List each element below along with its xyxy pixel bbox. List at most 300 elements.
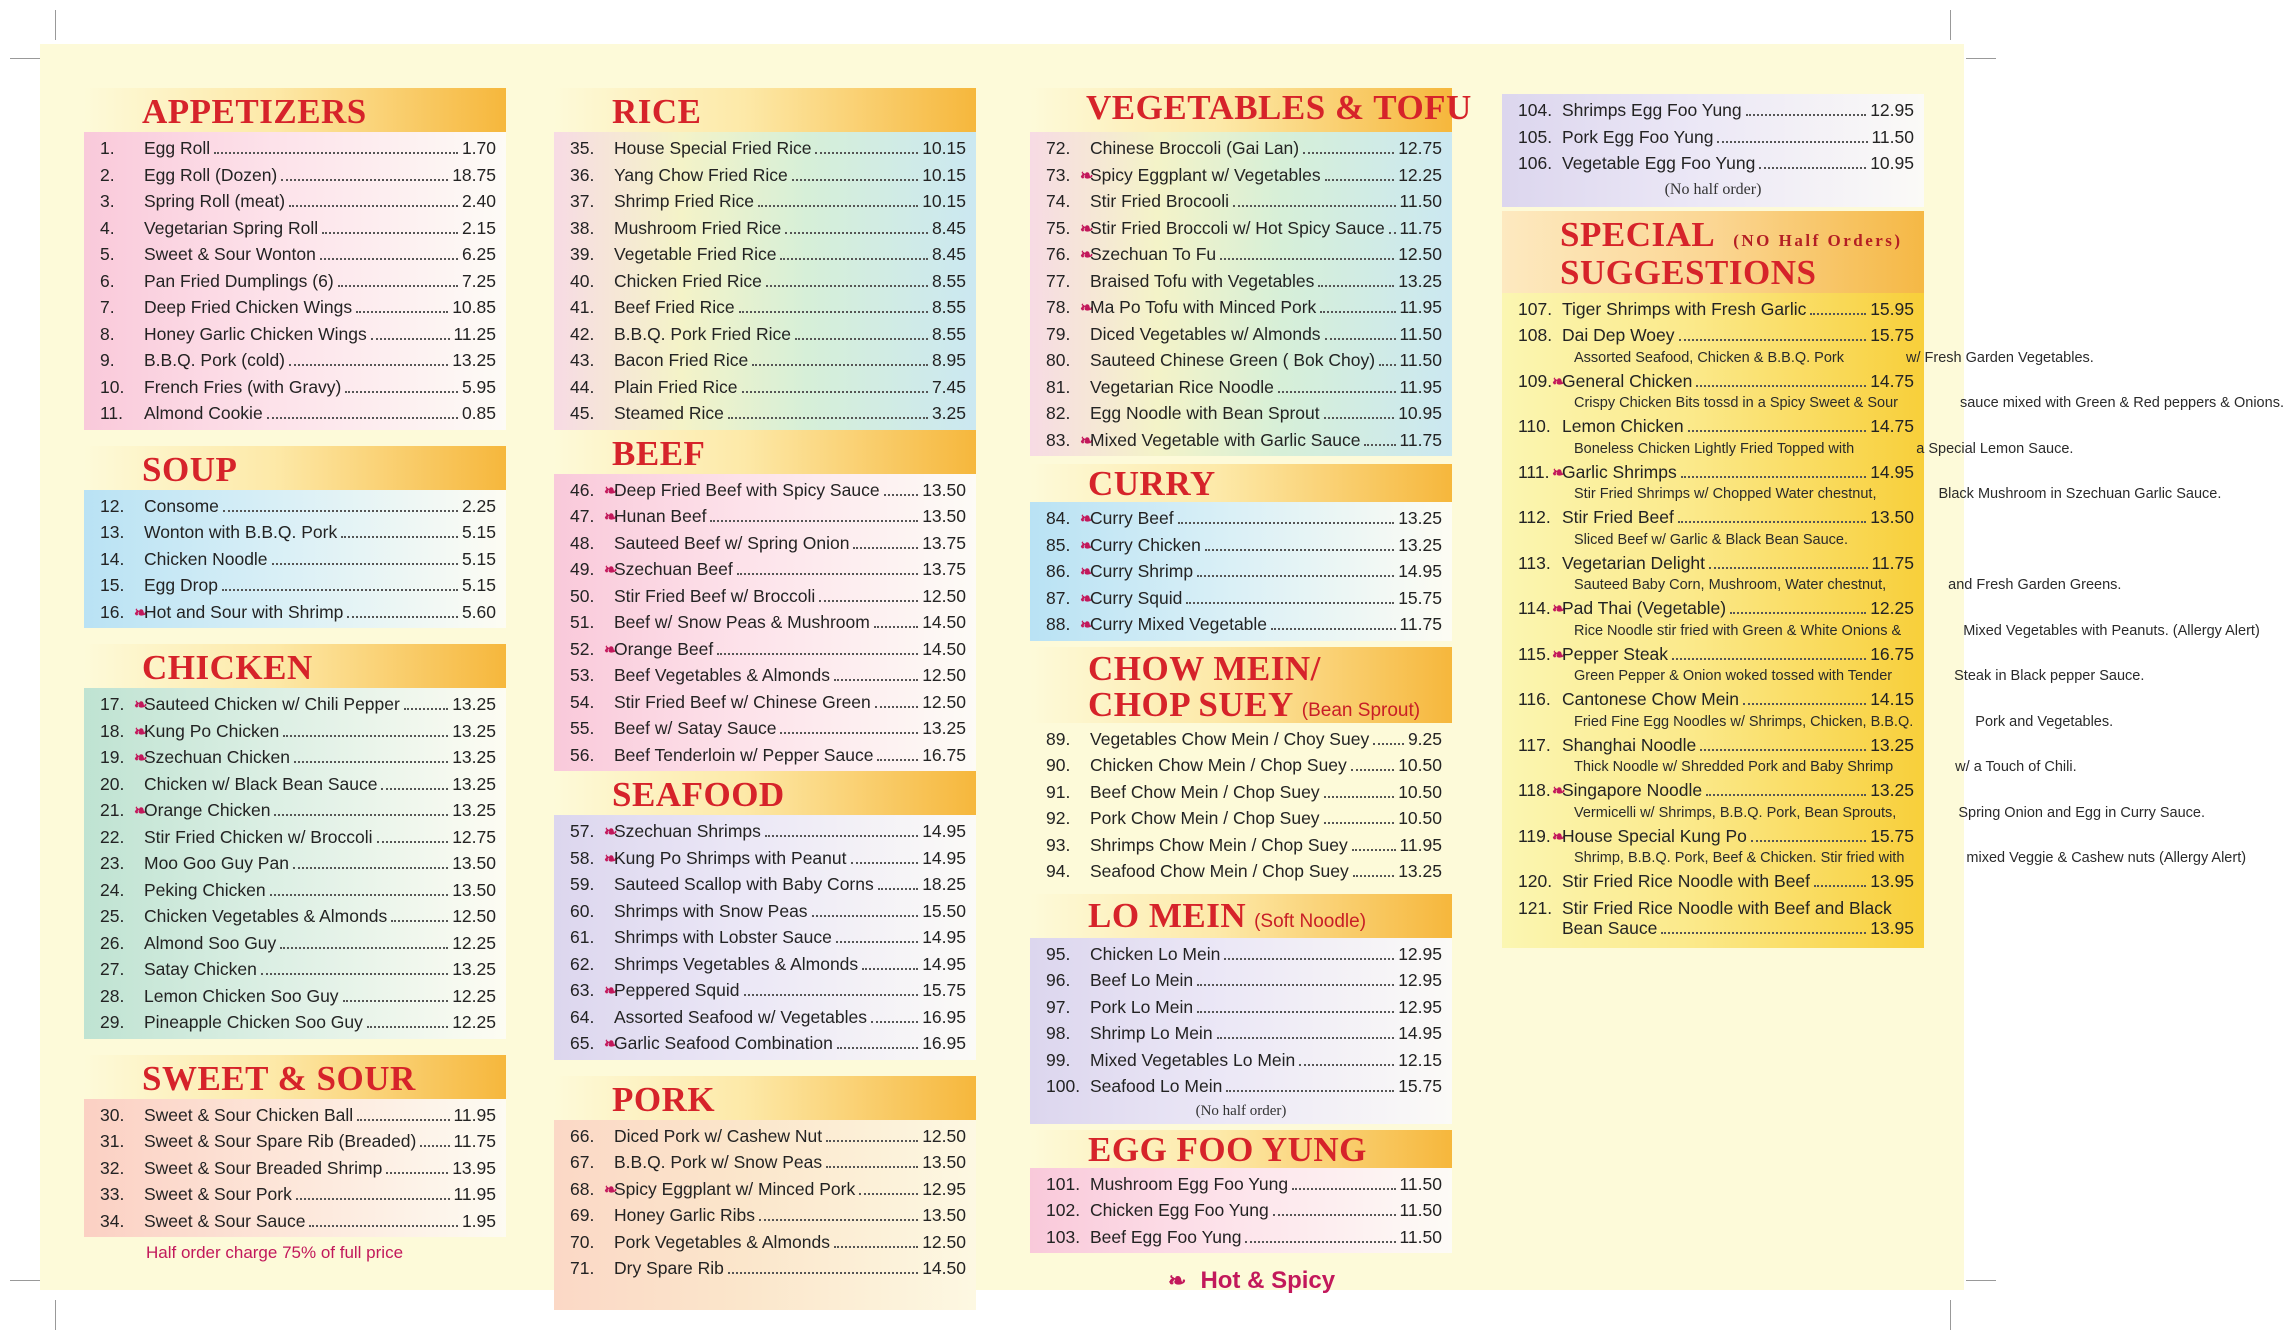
item-price: 13.95 — [1870, 918, 1914, 938]
dot-leader — [1197, 984, 1394, 986]
item-price: 5.95 — [461, 376, 496, 397]
menu-item — [94, 691, 496, 718]
item-name: Pork Vegetables & Almonds — [614, 1231, 830, 1252]
item-name: Singapore Noodle — [1562, 780, 1703, 800]
chili-pepper-icon: ❧ — [604, 482, 618, 500]
item-number: 108. — [1518, 325, 1553, 345]
dot-leader — [862, 968, 918, 970]
dot-leader — [381, 788, 448, 790]
section-sweet-sour — [84, 1055, 506, 1264]
item-name: Stir Fried Beef — [1562, 507, 1674, 527]
section-title: EGG FOO YUNG — [1088, 1129, 1367, 1169]
section-header — [84, 1055, 506, 1099]
section-chicken — [84, 644, 506, 1039]
menu-item — [1040, 1224, 1442, 1251]
menu-item — [564, 742, 966, 769]
item-price: 13.50 — [922, 506, 966, 526]
item-name: Beef Tenderloin w/ Pepper Sauce — [614, 744, 874, 765]
crop-mark — [1950, 10, 1951, 40]
chili-pepper-icon: ❧ — [604, 850, 618, 868]
menu-item — [94, 1102, 496, 1129]
menu-column-3 — [1030, 88, 1472, 1295]
item-number: 3. — [100, 191, 115, 211]
dot-leader — [874, 626, 918, 628]
item-name: Pork Chow Mein / Chop Suey — [1090, 808, 1320, 828]
menu-item — [1512, 777, 1914, 804]
item-name: Sauteed Scallop with Baby Corns — [614, 874, 874, 894]
item-number: 18. — [100, 720, 125, 741]
item-number: 97. — [1046, 996, 1071, 1017]
section-header — [1030, 894, 1452, 938]
item-name: Garlic Shrimps — [1562, 461, 1677, 482]
menu-item — [94, 930, 496, 957]
item-number: 37. — [570, 191, 595, 211]
item-description: a Special Lemon Sauce. — [1916, 440, 2074, 457]
item-number: 101. — [1046, 1173, 1081, 1194]
dot-leader — [404, 708, 448, 710]
menu-item — [1040, 558, 1442, 585]
menu-item — [564, 818, 966, 845]
item-number: 55. — [570, 718, 595, 738]
menu-item — [94, 400, 496, 427]
item-price: 3.25 — [931, 403, 966, 423]
menu-item — [1040, 858, 1442, 885]
menu-item — [1512, 823, 1914, 850]
menu-item — [94, 546, 496, 573]
dot-leader — [1299, 1064, 1394, 1066]
dot-leader — [1324, 822, 1395, 824]
item-number: 54. — [570, 691, 595, 712]
item-price: 13.50 — [452, 879, 496, 900]
dot-leader — [1205, 549, 1394, 551]
dot-leader — [338, 285, 458, 287]
item-price: 8.55 — [931, 323, 966, 344]
item-name: Curry Squid — [1090, 587, 1183, 608]
item-name: Szechuan Chicken — [144, 747, 290, 767]
chili-pepper-icon: ❧ — [604, 562, 618, 579]
item-number: 82. — [1046, 403, 1071, 423]
item-price: 11.50 — [1399, 1226, 1442, 1247]
item-price: 6.25 — [461, 244, 496, 264]
item-name: Vegetable Fried Rice — [614, 244, 777, 264]
item-number: 95. — [1046, 943, 1071, 964]
menu-item — [564, 135, 966, 162]
dot-leader — [795, 338, 928, 340]
chili-pepper-icon: ❧ — [604, 509, 618, 526]
item-number: 116. — [1518, 689, 1551, 709]
menu-item — [1040, 427, 1442, 454]
menu-item — [94, 797, 496, 824]
item-price: 11.95 — [453, 1184, 496, 1204]
item-price: 14.15 — [1870, 689, 1914, 709]
item-number: 112. — [1518, 507, 1551, 527]
item-name: Beef w/ Satay Sauce — [614, 718, 777, 738]
item-name: Consome — [144, 495, 219, 516]
item-price: 12.25 — [452, 932, 496, 953]
item-price: 8.95 — [931, 350, 966, 370]
menu-item — [94, 956, 496, 983]
item-list — [1030, 723, 1452, 888]
item-price: 14.95 — [922, 847, 966, 868]
item-price: 11.95 — [1399, 297, 1442, 317]
item-number: 47. — [570, 506, 595, 526]
chili-pepper-icon: ❧ — [604, 641, 618, 659]
item-name: Pork Lo Mein — [1090, 996, 1194, 1017]
item-price: 11.50 — [1399, 1200, 1442, 1220]
menu-item — [1512, 413, 1914, 440]
item-name: Stir Fried Rice Noodle with Beef and Black — [1562, 897, 1892, 918]
menu-item — [1040, 994, 1442, 1021]
menu-item — [1040, 241, 1442, 268]
crop-mark — [55, 10, 56, 40]
dot-leader — [214, 152, 458, 154]
menu-item — [1040, 1171, 1442, 1198]
dot-leader — [1688, 430, 1867, 432]
item-price: 13.50 — [922, 1205, 966, 1225]
item-number: 32. — [100, 1157, 125, 1178]
menu-column-1 — [84, 88, 506, 1263]
menu-item — [1040, 374, 1442, 401]
item-list — [554, 132, 976, 430]
item-list — [1030, 938, 1452, 1100]
item-number: 59. — [570, 874, 595, 894]
item-name: Garlic Seafood Combination — [614, 1033, 833, 1053]
item-name: Egg Roll — [144, 138, 211, 158]
section-lo-mein — [1030, 894, 1452, 1124]
item-price: 12.75 — [1398, 138, 1442, 158]
item-name: Deep Fried Beef with Spicy Sauce — [614, 479, 880, 500]
menu-item — [1512, 504, 1914, 531]
dot-leader — [1746, 114, 1867, 116]
menu-item — [1040, 294, 1442, 321]
item-price: 14.95 — [922, 953, 966, 974]
item-price: 14.75 — [1870, 416, 1914, 436]
section-title: SPECIAL — [1560, 214, 1716, 254]
dot-leader — [294, 761, 448, 763]
dot-leader — [744, 994, 919, 996]
item-number: 84. — [1046, 508, 1071, 528]
dot-leader — [1233, 205, 1395, 207]
dot-leader — [1217, 1037, 1395, 1039]
item-number: 15. — [100, 575, 125, 595]
item-description: w/ Fresh Garden Vegetables. — [1906, 349, 2094, 366]
menu-item — [1040, 967, 1442, 994]
item-price: 14.95 — [922, 821, 966, 841]
chili-pepper-icon: ❧ — [1552, 464, 1566, 482]
item-price: 13.25 — [1870, 780, 1914, 800]
item-name: Chicken Noodle — [144, 548, 268, 569]
item-price: 12.50 — [922, 665, 966, 685]
item-price: 5.60 — [461, 601, 496, 622]
item-price: 10.50 — [1398, 781, 1442, 802]
menu-item — [564, 924, 966, 951]
item-number: 27. — [100, 959, 125, 979]
item-number: 33. — [100, 1184, 125, 1204]
item-list — [1502, 94, 1924, 177]
dot-leader — [1271, 628, 1395, 630]
item-name: Peking Chicken — [144, 879, 266, 900]
menu-item — [564, 241, 966, 268]
chili-pepper-icon: ❧ — [1080, 432, 1094, 450]
item-number: 117. — [1518, 734, 1551, 755]
dot-leader — [792, 179, 918, 181]
item-number: 93. — [1046, 834, 1071, 855]
item-price: 11.25 — [453, 323, 496, 344]
item-name: Vegetables Chow Mein / Choy Suey — [1090, 728, 1370, 749]
menu-item — [1040, 941, 1442, 968]
menu-item — [564, 294, 966, 321]
dot-leader — [1389, 232, 1396, 234]
item-price: 12.95 — [1398, 970, 1442, 990]
item-name: Shrimps Vegetables & Almonds — [614, 953, 859, 974]
item-list — [554, 815, 976, 1060]
section-title-line1 — [1560, 215, 1903, 255]
item-description: Shrimp, B.B.Q. Pork, Beef & Chicken. Stir fried with — [1574, 850, 1905, 866]
item-price: 13.25 — [452, 720, 496, 741]
item-price: 16.95 — [922, 1033, 966, 1053]
chili-pepper-icon: ❧ — [134, 723, 148, 741]
dot-leader — [1709, 567, 1867, 569]
menu-item — [564, 1149, 966, 1176]
chili-pepper-icon: ❧ — [1168, 1268, 1187, 1293]
dot-leader — [836, 941, 918, 943]
section-pork — [554, 1076, 976, 1310]
item-name: Sauteed Chinese Green ( Bok Choy) — [1090, 350, 1376, 370]
item-number: 50. — [570, 585, 595, 606]
dot-leader — [884, 494, 919, 496]
menu-item — [564, 1202, 966, 1229]
chili-pepper-icon: ❧ — [1080, 167, 1094, 185]
menu-item — [94, 1009, 496, 1036]
item-description: Vermicelli w/ Shrimps, B.B.Q. Pork, Bean Sprouts, — [1574, 804, 1897, 821]
item-price: 9.25 — [1407, 728, 1442, 749]
crop-mark — [1966, 1280, 1996, 1281]
section-chow-mein — [1030, 647, 1452, 888]
item-price: 13.25 — [1398, 861, 1442, 881]
item-number: 14. — [100, 548, 125, 569]
menu-item — [94, 1128, 496, 1155]
item-number: 114. — [1518, 598, 1551, 618]
menu-item — [564, 530, 966, 557]
menu-item — [94, 374, 496, 401]
item-name: Stir Fried Rice Noodle with Beef — [1562, 871, 1811, 891]
menu-item — [564, 268, 966, 295]
item-list — [1030, 1168, 1452, 1254]
item-price: 11.50 — [1399, 323, 1442, 344]
dot-leader — [1226, 1090, 1394, 1092]
dot-leader — [391, 920, 448, 922]
item-price: 12.50 — [1398, 244, 1442, 264]
dot-leader — [1759, 167, 1866, 169]
crop-mark — [55, 1300, 56, 1330]
hot-spicy-legend — [1030, 1253, 1452, 1295]
item-number: 44. — [570, 376, 595, 397]
item-description: Rice Noodle stir fried with Green & White Onions & — [1574, 622, 1902, 639]
dot-leader — [812, 915, 919, 917]
dot-leader — [826, 1166, 918, 1168]
item-name: Cantonese Chow Mein — [1562, 689, 1740, 709]
item-description: mixed Veggie & Cashew nuts (Allergy Alert) — [1966, 850, 2247, 866]
item-number: 73. — [1046, 164, 1071, 185]
item-description: Assorted Seafood, Chicken & B.B.Q. Pork — [1574, 349, 1844, 366]
section-title: PORK — [612, 1079, 716, 1119]
lo-mein-box — [1030, 938, 1452, 1124]
item-name: Hot and Sour with Shrimp — [144, 601, 344, 622]
menu-item — [564, 1004, 966, 1031]
chili-pepper-icon: ❧ — [1080, 617, 1094, 634]
item-price: 2.15 — [461, 217, 496, 238]
chili-pepper-icon: ❧ — [1552, 828, 1566, 846]
item-description: Green Pepper & Onion woked tossed with Tender — [1574, 668, 1893, 684]
dot-leader — [1751, 840, 1866, 842]
menu-item — [564, 845, 966, 872]
menu-item — [564, 583, 966, 610]
item-name: Yang Chow Fried Rice — [614, 164, 788, 185]
menu-item — [564, 400, 966, 427]
menu-item — [1040, 805, 1442, 832]
menu-item — [94, 572, 496, 599]
item-name: Deep Fried Chicken Wings — [144, 297, 353, 317]
item-price: 14.95 — [1870, 461, 1914, 482]
item-number: 106. — [1518, 153, 1553, 173]
item-name: Stir Fried Beef w/ Broccoli — [614, 585, 816, 606]
item-description: Black Mushroom in Szechuan Garlic Sauce. — [1938, 486, 2222, 502]
item-description: Pork and Vegetables. — [1975, 713, 2114, 730]
dot-leader — [765, 835, 918, 837]
item-name: Honey Garlic Ribs — [614, 1205, 756, 1225]
item-price: 15.50 — [922, 900, 966, 921]
dot-leader — [853, 547, 918, 549]
item-price: 7.45 — [931, 376, 966, 397]
menu-item — [1040, 1047, 1442, 1074]
section-egg-foo-yung-cont — [1502, 94, 1924, 207]
menu-item — [1512, 296, 1914, 323]
item-description: Steak in Black pepper Sauce. — [1954, 668, 2145, 684]
menu-item — [94, 241, 496, 268]
dot-leader — [1292, 1188, 1395, 1190]
menu-item — [94, 188, 496, 215]
item-price: 11.75 — [1399, 217, 1442, 238]
dot-leader — [1197, 575, 1394, 577]
item-list — [554, 474, 976, 772]
dot-leader — [1364, 444, 1395, 446]
menu-item — [564, 215, 966, 242]
item-price: 13.50 — [922, 1152, 966, 1172]
item-name: Sweet & Sour Pork — [144, 1184, 292, 1204]
item-price: 13.50 — [922, 479, 966, 500]
item-price: 13.25 — [1398, 534, 1442, 555]
menu-item — [564, 374, 966, 401]
item-description: sauce mixed with Green & Red peppers & Onions. — [1959, 395, 2284, 411]
item-number: 5. — [100, 244, 115, 264]
chili-pepper-icon: ❧ — [1552, 783, 1566, 800]
item-number: 100. — [1046, 1076, 1081, 1096]
dot-leader — [222, 589, 458, 591]
dot-leader — [834, 679, 918, 681]
dot-leader — [1352, 849, 1396, 851]
crop-mark — [10, 1280, 40, 1281]
section-header — [554, 430, 976, 474]
item-number: 6. — [100, 270, 115, 291]
item-number: 43. — [570, 350, 595, 370]
item-name: Sweet & Sour Wonton — [144, 244, 316, 264]
menu-item — [94, 162, 496, 189]
dot-leader — [717, 653, 918, 655]
item-number: 88. — [1046, 614, 1071, 634]
item-number: 9. — [100, 350, 115, 370]
item-price: 10.95 — [1398, 403, 1442, 423]
item-price: 13.25 — [452, 959, 496, 979]
item-list — [1030, 132, 1452, 456]
item-number: 107. — [1518, 298, 1553, 319]
item-name: Shrimp Lo Mein — [1090, 1023, 1213, 1043]
item-description: w/ a Touch of Chili. — [1955, 759, 2077, 775]
section-title-line2: SUGGESTIONS — [1560, 252, 1817, 292]
menu-item — [564, 1030, 966, 1057]
item-number: 31. — [100, 1131, 125, 1151]
menu-item — [1512, 550, 1914, 577]
section-title-wrap — [1088, 896, 1366, 936]
item-price: 10.95 — [1870, 153, 1914, 173]
dot-leader — [766, 285, 928, 287]
dot-leader — [281, 179, 448, 181]
item-name: Dai Dep Woey — [1562, 325, 1675, 345]
item-number: 39. — [570, 244, 595, 264]
item-number: 35. — [570, 138, 595, 158]
item-number: 7. — [100, 297, 115, 317]
item-number: 89. — [1046, 728, 1071, 749]
chili-pepper-icon: ❧ — [604, 1036, 618, 1053]
section-header — [1030, 1130, 1452, 1168]
item-name: Sweet & Sour Spare Rib (Breaded) — [144, 1131, 417, 1151]
dot-leader — [293, 867, 448, 869]
section-title: SWEET & SOUR — [142, 1058, 416, 1098]
item-number: 52. — [570, 638, 595, 659]
item-price: 11.75 — [1399, 614, 1442, 634]
chili-pepper-icon: ❧ — [1552, 601, 1566, 618]
chili-pepper-icon: ❧ — [1080, 247, 1094, 264]
item-name: Beef Vegetables & Almonds — [614, 665, 830, 685]
item-price: 8.45 — [931, 217, 966, 238]
dot-leader — [1353, 875, 1394, 877]
menu-item — [564, 609, 966, 636]
item-number: 111. — [1518, 461, 1550, 482]
item-number: 20. — [100, 773, 125, 794]
menu-item — [1040, 162, 1442, 189]
menu-item — [1512, 868, 1914, 895]
item-price: 13.25 — [1398, 270, 1442, 291]
dot-leader — [223, 510, 458, 512]
item-name: Chicken Egg Foo Yung — [1090, 1200, 1269, 1220]
section-rice — [554, 88, 976, 430]
item-price: 10.50 — [1398, 808, 1442, 828]
dot-leader — [819, 600, 918, 602]
item-name: Diced Vegetables w/ Almonds — [1090, 323, 1321, 344]
item-price: 5.15 — [461, 522, 496, 542]
item-name: Kung Po Shrimps with Peanut — [614, 847, 847, 868]
item-price: 15.95 — [1870, 298, 1914, 319]
menu-item — [564, 715, 966, 742]
section-header — [554, 88, 976, 132]
dot-leader — [728, 1272, 918, 1274]
item-number: 79. — [1046, 323, 1071, 344]
item-number: 45. — [570, 403, 595, 423]
menu-item — [94, 744, 496, 771]
item-name: Egg Roll (Dozen) — [144, 164, 278, 185]
item-price: 11.75 — [1871, 552, 1914, 573]
menu-item — [564, 347, 966, 374]
no-half-order-note: (No half order) — [1195, 1102, 1287, 1119]
